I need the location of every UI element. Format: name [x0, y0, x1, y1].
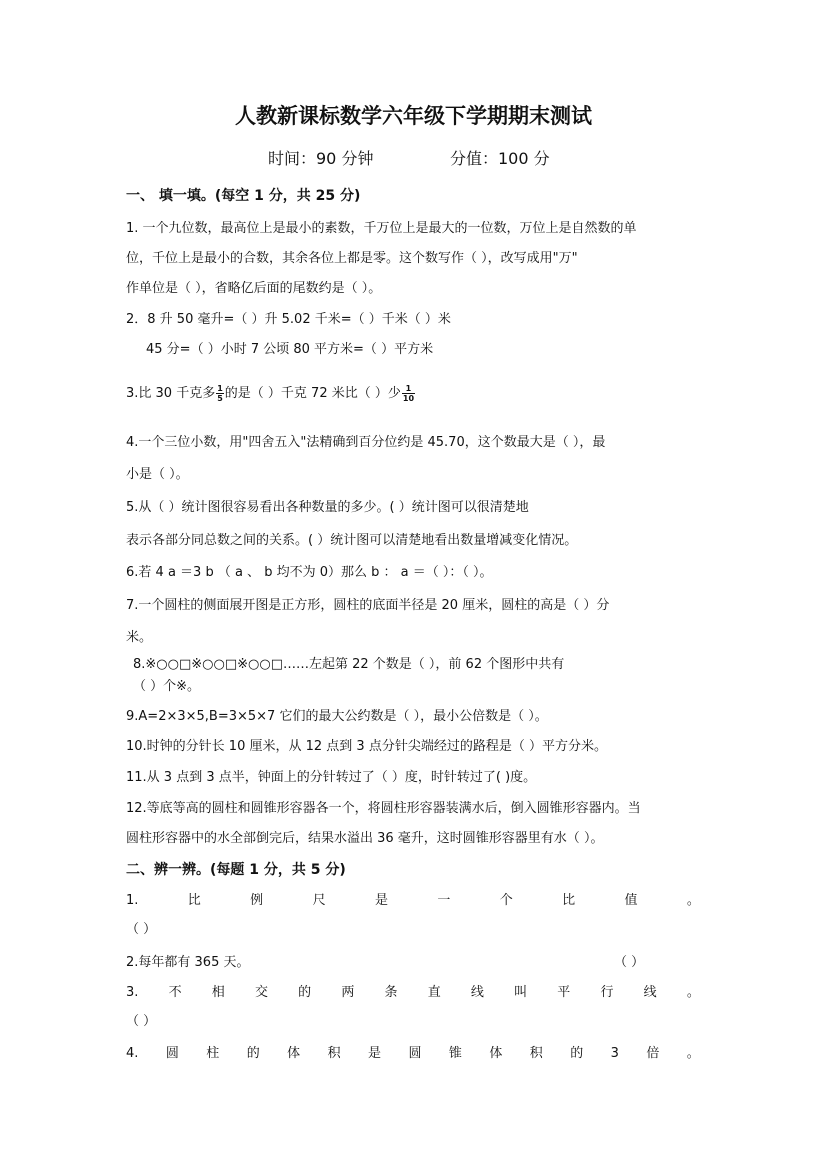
judge4-word: 倍: [646, 1046, 660, 1061]
q9-line: 9.A=2×3×5,B=3×5×7 它们的最大公约数是（ ），最小公倍数是（ ）。: [126, 709, 548, 724]
judge4-word: 体: [489, 1046, 503, 1061]
judge3-word: 平: [557, 985, 571, 1000]
fraction-one-tenth: [402, 384, 415, 403]
judge1-word: 是: [374, 893, 388, 908]
fraction-one-fifth: [216, 384, 224, 403]
judge4-word: 圆: [165, 1046, 179, 1061]
judge1-line: [126, 893, 700, 909]
judge1-word: 值: [624, 893, 638, 908]
judge3-word: 。: [686, 985, 700, 1000]
judge1-answer-paren: （ ）: [126, 922, 157, 937]
q8-line2: （ ）个※。: [133, 679, 201, 694]
q3-line: [126, 384, 416, 403]
judge1-word: 比: [187, 893, 201, 908]
judge4-word: 的: [246, 1046, 260, 1061]
page-title: 人教新课标数学六年级下学期期末测试: [235, 104, 592, 128]
judge1-word: 1.: [126, 893, 139, 908]
fraction-denominator: 5: [217, 394, 223, 403]
fraction-numerator: 1: [217, 384, 223, 393]
time-label: 时间：90 分钟: [268, 149, 374, 168]
q7-line2: 米。: [126, 630, 153, 645]
judge1-word: 个: [499, 893, 513, 908]
judge4-word: 柱: [206, 1046, 220, 1061]
q4-line1: 4.一个三位小数，用"四舍五入"法精确到百分位约是 45.70，这个数最大是（ ），最: [126, 435, 606, 450]
q12-line1: 12.等底等高的圆柱和圆锥形容器各一个，将圆柱形容器装满水后，倒入圆锥形容器内。当: [126, 801, 641, 816]
judge3-word: 线: [470, 985, 484, 1000]
section2-heading: 二、辨一辨。(每题 1 分，共 5 分): [126, 862, 346, 878]
q12-line2: 圆柱形容器中的水全部倒完后，结果水溢出 36 毫升，这时圆锥形容器里有水（ ）。: [126, 831, 604, 846]
q2-line1: 2．8 升 50 毫升=（ ）升 5.02 千米=（ ）千米（ ）米: [126, 312, 451, 327]
judge3-line: [126, 985, 700, 1001]
judge3-word: 交: [254, 985, 268, 1000]
judge4-word: 圆: [408, 1046, 422, 1061]
judge4-line: [126, 1046, 700, 1062]
judge4-word: 积: [327, 1046, 341, 1061]
judge4-word: 4.: [126, 1046, 139, 1061]
judge1-word: 尺: [312, 893, 326, 908]
judge4-word: 体: [287, 1046, 301, 1061]
q7-line1: 7.一个圆柱的侧面展开图是正方形，圆柱的底面半径是 20 厘米，圆柱的高是（ ）分: [126, 598, 610, 613]
fraction-denominator: 10: [402, 394, 415, 403]
q10-line: 10.时钟的分针长 10 厘米，从 12 点到 3 点分针尖端经过的路程是（ ）平方分米。: [126, 739, 607, 754]
judge3-word: 3.: [126, 985, 139, 1000]
judge1-word: 比: [562, 893, 576, 908]
judge3-word: 两: [341, 985, 355, 1000]
judge3-word: 相: [211, 985, 225, 1000]
judge1-word: 例: [250, 893, 264, 908]
judge3-word: 的: [298, 985, 312, 1000]
judge3-word: 条: [384, 985, 398, 1000]
q8-line1: 8.※○○□※○○□※○○□……左起第 22 个数是（ ），前 62 个图形中共有: [133, 657, 565, 672]
judge4-word: 3: [610, 1046, 619, 1061]
q5-line2: 表示各部分同总数之间的关系。( ）统计图可以清楚地看出数量增减变化情况。: [126, 533, 578, 548]
q2-line2: 45 分=（ ）小时 7 公顷 80 平方米=（ ）平方米: [146, 342, 434, 357]
judge4-word: 是: [368, 1046, 382, 1061]
judge3-word: 直: [427, 985, 441, 1000]
q1-line3: 作单位是（ ），省略亿后面的尾数约是（ ）。: [126, 281, 382, 296]
judge3-word: 不: [168, 985, 182, 1000]
judge3-word: 叫: [514, 985, 528, 1000]
judge2-text: 2.每年都有 365 天。: [126, 955, 250, 970]
score-label: 分值：100 分: [450, 149, 550, 168]
judge3-word: 线: [643, 985, 657, 1000]
q4-line2: 小是（ ）。: [126, 467, 189, 482]
q5-line1: 5.从（ ）统计图很容易看出各种数量的多少。( ）统计图可以很清楚地: [126, 500, 529, 515]
q1-line2: 位，千位上是最小的合数，其余各位上都是零。这个数写作（ ），改写成用"万": [126, 251, 578, 266]
judge3-answer-paren: （ ）: [126, 1014, 157, 1029]
judge4-word: 积: [529, 1046, 543, 1061]
q6-line: 6.若 4 a ＝3 b （ a 、 b 均不为 0）那么 b ： a ＝（ ）：（ ）。: [126, 565, 493, 580]
q3-text-a: 3.比 30 千克多: [126, 386, 216, 401]
q3-text-b: 的是（ ）千克 72 米比（ ）少: [224, 386, 401, 401]
judge4-word: 。: [686, 1046, 700, 1061]
q1-line1: 1. 一个九位数，最高位上是最小的素数，千万位上是最大的一位数，万位上是自然数的单: [126, 221, 637, 236]
judge1-word: 。: [686, 893, 700, 908]
q11-line: 11.从 3 点到 3 点半，钟面上的分针转过了（ ）度，时针转过了( )度。: [126, 770, 537, 785]
section1-heading: 一、 填一填。(每空 1 分，共 25 分): [126, 188, 361, 204]
judge4-word: 的: [570, 1046, 584, 1061]
judge3-word: 行: [600, 985, 614, 1000]
judge1-word: 一: [437, 893, 451, 908]
fraction-numerator: 1: [402, 384, 415, 394]
judge2-answer-paren: （ ）: [614, 955, 645, 970]
judge4-word: 锥: [448, 1046, 462, 1061]
